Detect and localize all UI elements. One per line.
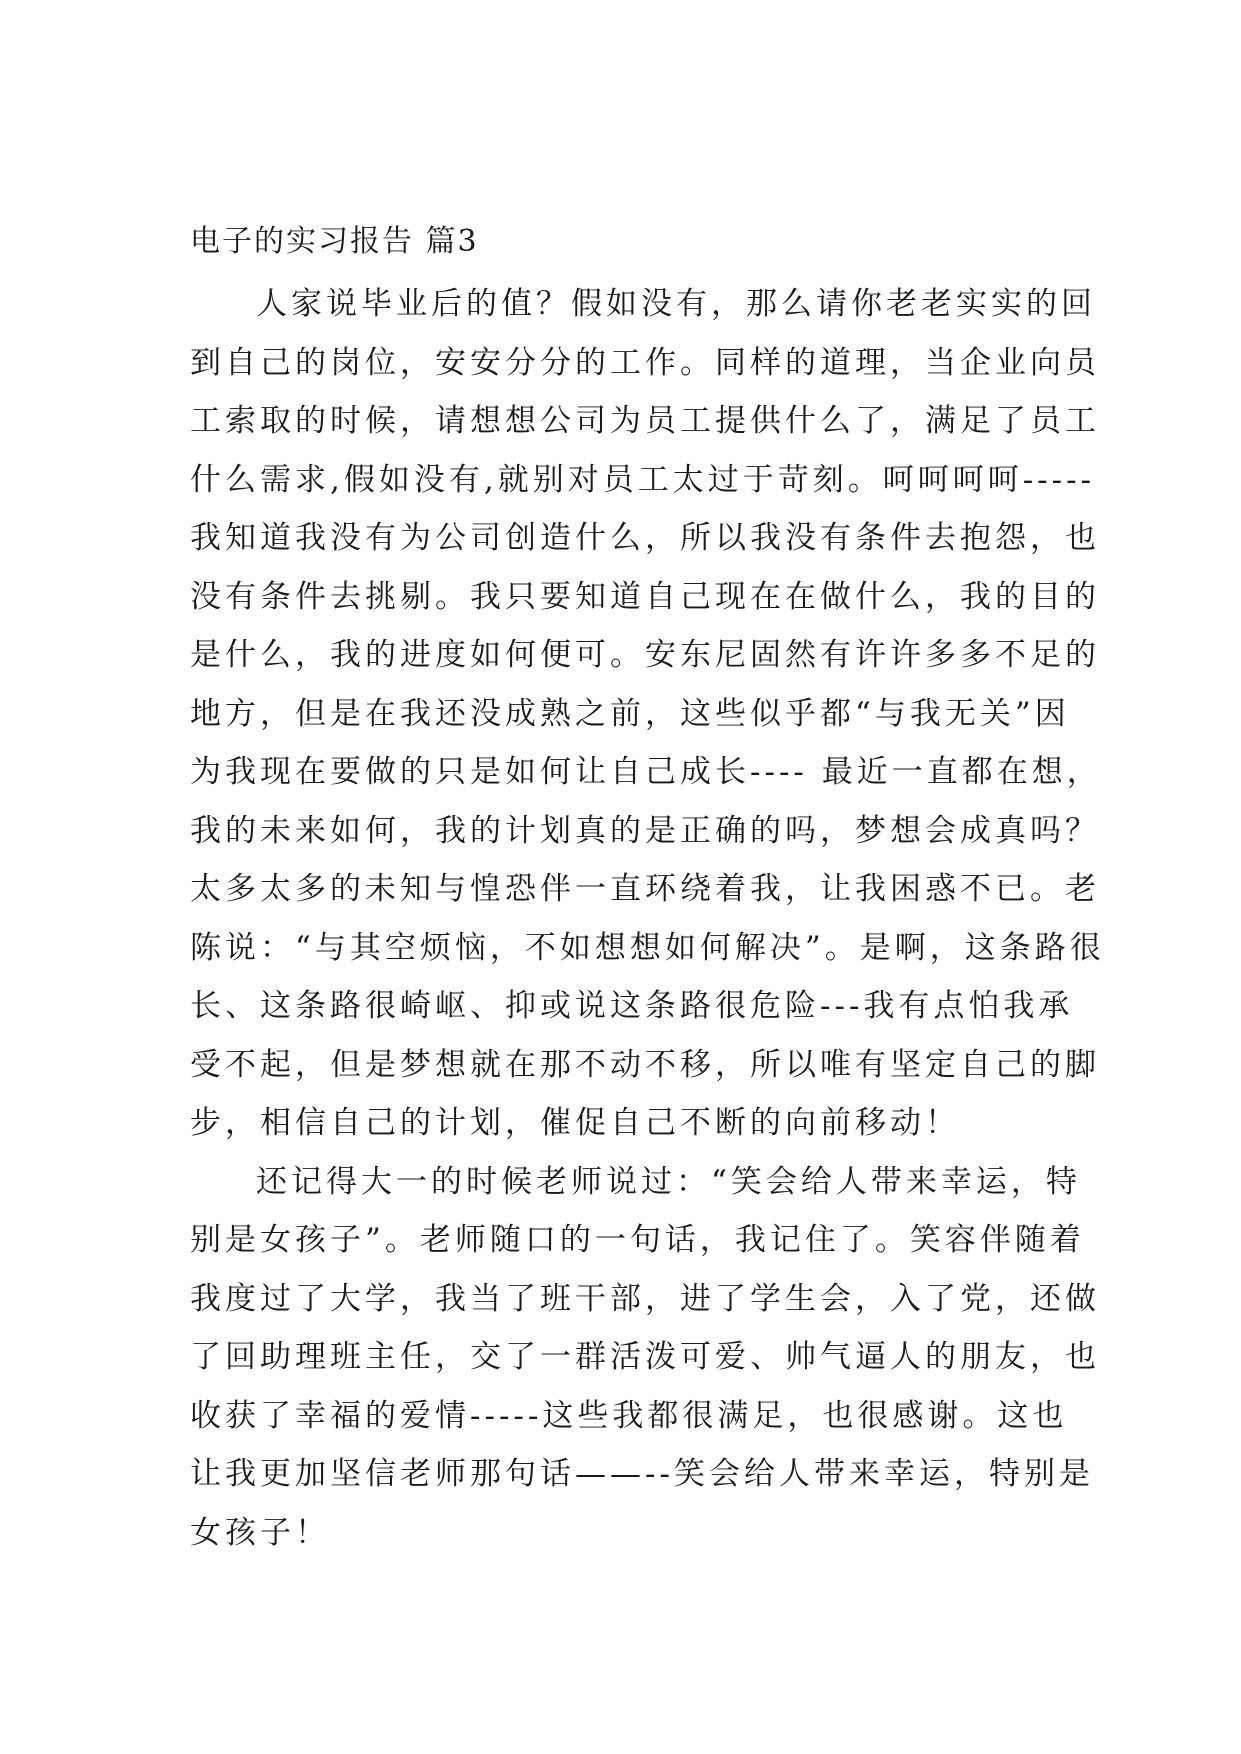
paragraph-2-line-6: 让我更加坚信老师那句话——--笑会给人带来幸运，特别是 (190, 1456, 1094, 1492)
paragraph-1-line-6: 没有条件去挑剔。我只要知道自己现在在做什么，我的目的 (190, 578, 1100, 615)
paragraph-2-line-7: 女孩子！ (190, 1514, 330, 1551)
paragraph-1-line-3: 工索取的时候，请想想公司为员工提供什么了，满足了员工 (190, 403, 1100, 439)
paragraph-1-line-5: 我知道我没有为公司创造什么，所以我没有条件去抱怨，也 (190, 520, 1100, 556)
paragraph-2-line-1: 还记得大一的时候老师说过：“笑会给人带来幸运，特 (256, 1163, 1081, 1200)
document-title: 电子的实习报告 篇3 (190, 224, 479, 259)
paragraph-1-line-8: 地方，但是在我还没成熟之前，这些似乎都“与我无关”因 (190, 695, 1070, 732)
paragraph-1-line-1: 人家说毕业后的值？假如没有，那么请你老老实实的回 (256, 286, 1096, 322)
paragraph-1-line-7: 是什么，我的进度如何便可。安东尼固然有许许多多不足的 (190, 637, 1100, 673)
paragraph-1-line-12: 陈说：“与其空烦恼，不如想想如何解决”。是啊，这条路很 (190, 929, 1105, 966)
paragraph-2-line-5: 收获了幸福的爱情-----这些我都很满足，也很感谢。这也 (190, 1397, 1068, 1434)
paragraph-2-line-2: 别是女孩子”。老师随口的一句话，我记住了。笑容伴随着 (190, 1222, 1085, 1258)
paragraph-1-line-10: 我的未来如何，我的计划真的是正确的吗，梦想会成真吗？ (190, 812, 1100, 849)
paragraph-1-line-11: 太多太多的未知与惶恐伴一直环绕着我，让我困惑不已。老 (190, 871, 1100, 907)
paragraph-1-line-2: 到自己的岗位，安安分分的工作。同样的道理，当企业向员 (190, 344, 1100, 381)
paragraph-1-line-9: 为我现在要做的只是如何让自己成长---- 最近一直都在想， (190, 754, 1102, 790)
paragraph-2-line-4: 了回助理班主任，交了一群活泼可爱、帅气逼人的朋友，也 (190, 1339, 1100, 1375)
paragraph-1-line-14: 受不起，但是梦想就在那不动不移，所以唯有坚定自己的脚 (190, 1046, 1100, 1083)
paragraph-1-line-13: 长、这条路很崎岖、抑或说这条路很危险---我有点怕我承 (190, 988, 1074, 1024)
document-body (190, 275, 1105, 1562)
paragraph-1-line-15: 步，相信自己的计划，催促自己不断的向前移动！ (190, 1105, 960, 1141)
paragraph-1-line-4: 什么需求,假如没有,就别对员工太过于苛刻。呵呵呵呵----- (190, 461, 1096, 498)
paragraph-2-line-3: 我度过了大学，我当了班干部，进了学生会，入了党，还做 (190, 1280, 1100, 1317)
